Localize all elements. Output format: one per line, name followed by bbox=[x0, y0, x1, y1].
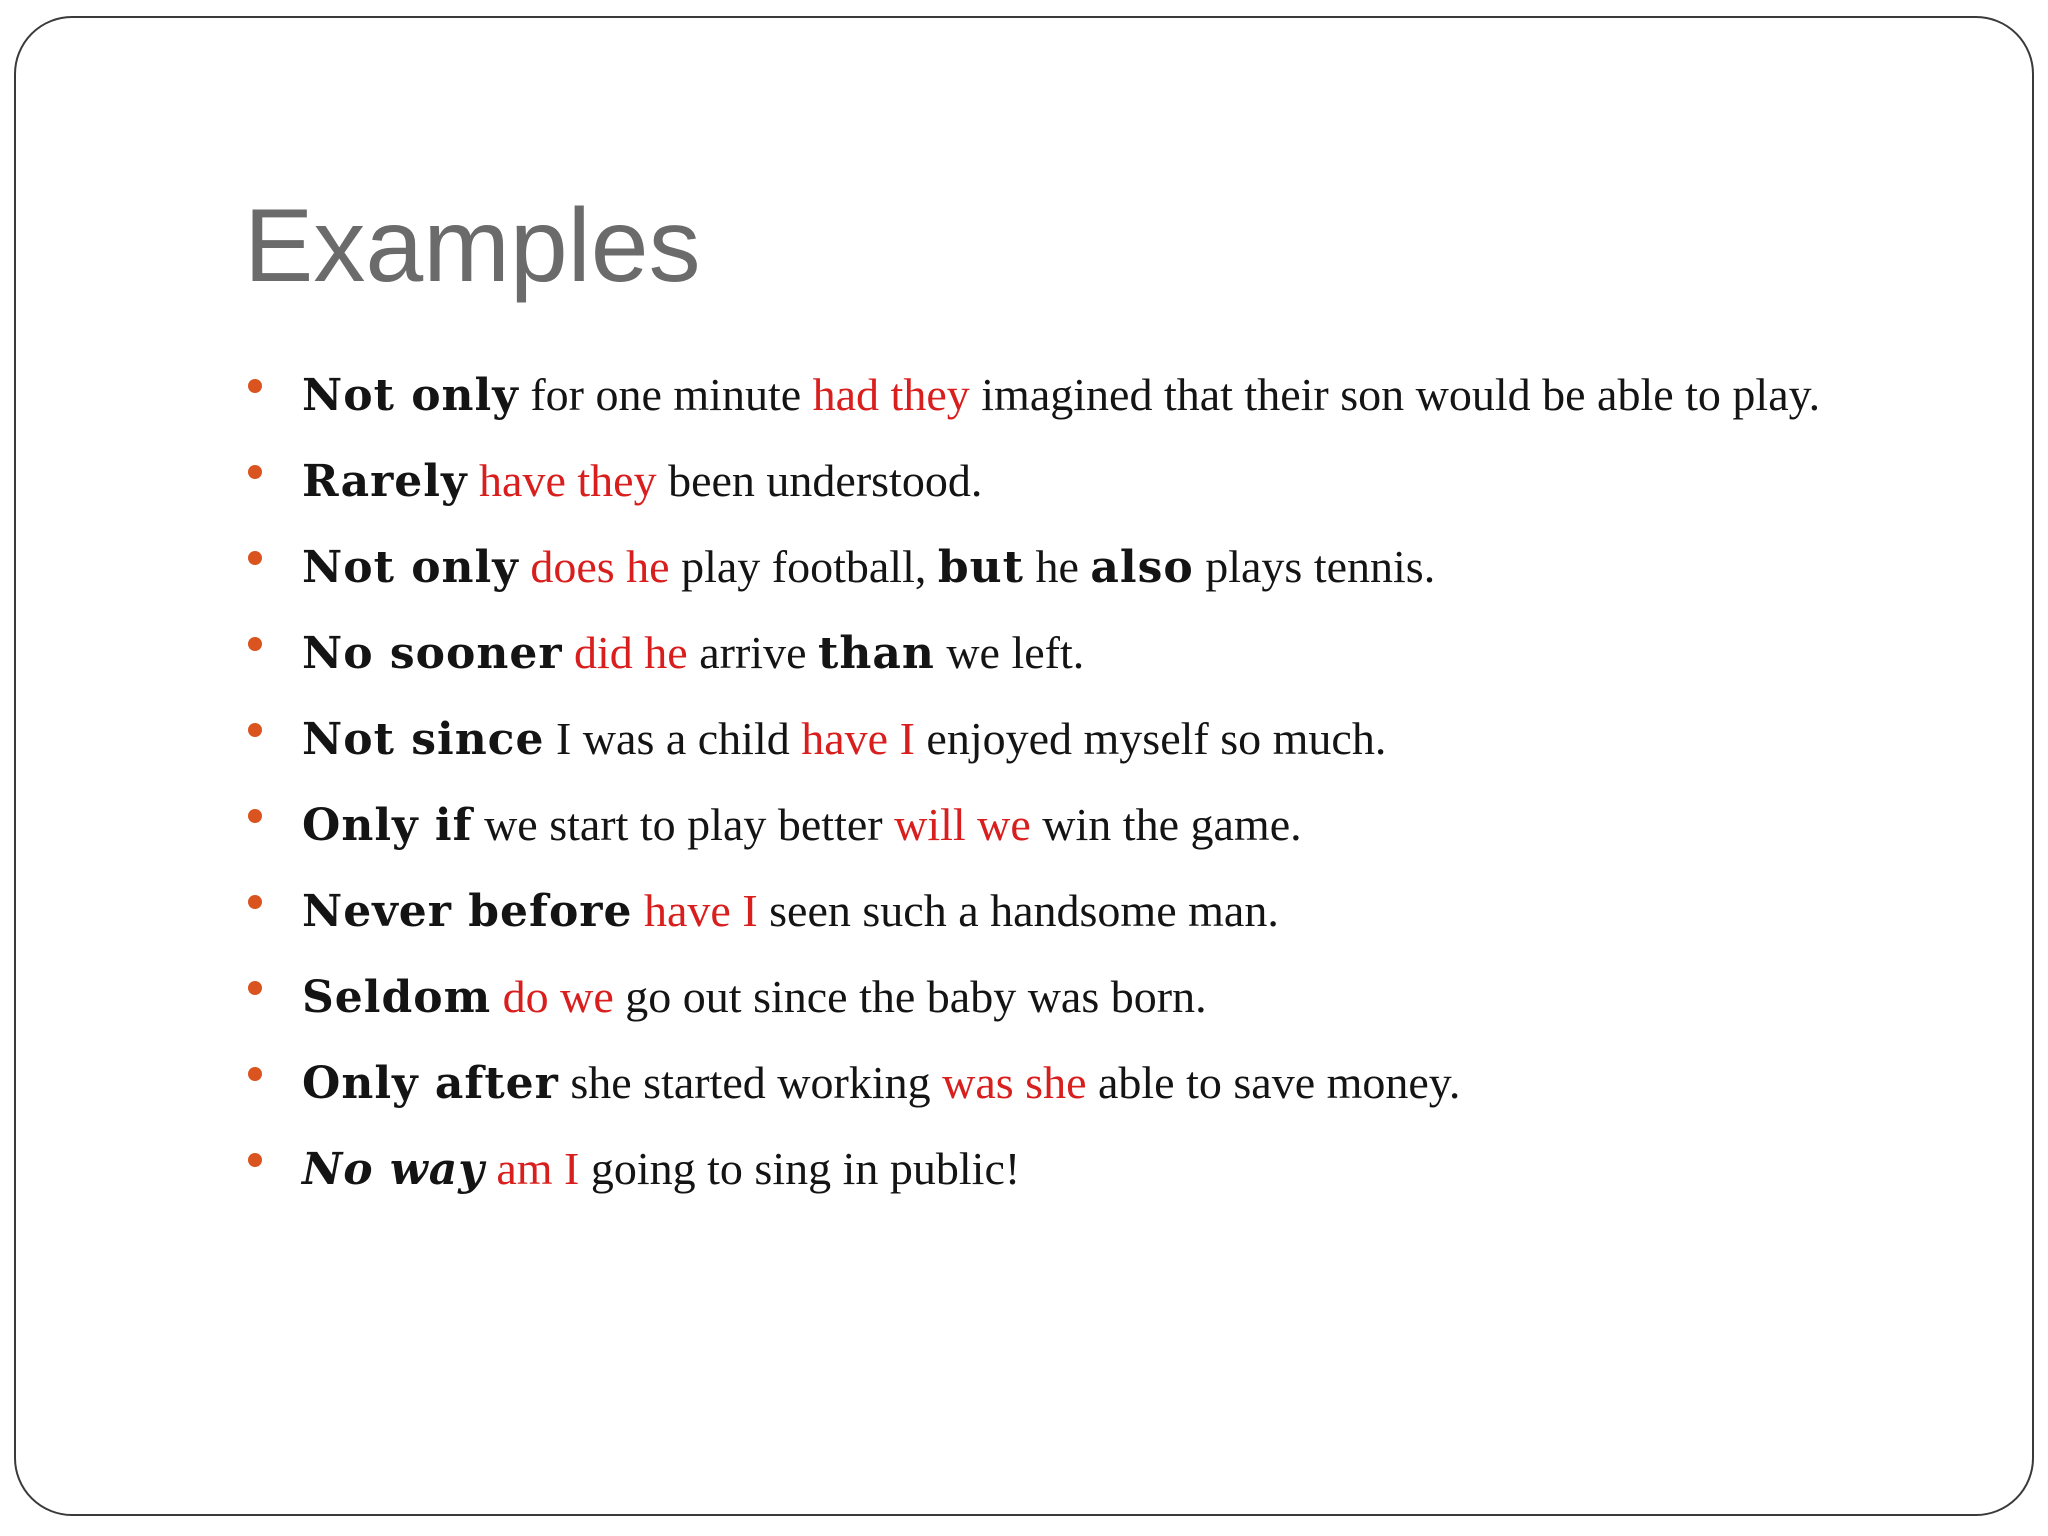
inversion-keyword: No way bbox=[302, 1144, 485, 1195]
example-bullet-item bbox=[238, 532, 1928, 603]
inverted-verb-phrase: have I bbox=[643, 885, 758, 936]
slide-title: Examples bbox=[244, 188, 701, 304]
sentence-text bbox=[491, 971, 503, 1022]
sentence-text: plays tennis. bbox=[1193, 541, 1436, 592]
bullet-dot-icon bbox=[248, 637, 262, 651]
example-bullet-item bbox=[238, 360, 1928, 431]
bullet-dot-icon bbox=[248, 379, 262, 393]
inverted-verb-phrase: did he bbox=[574, 627, 688, 678]
sentence-text: arrive bbox=[687, 627, 818, 678]
sentence-text: we left. bbox=[934, 627, 1085, 678]
inversion-keyword: but bbox=[937, 542, 1024, 593]
sentence-text bbox=[563, 627, 575, 678]
example-bullet-item bbox=[238, 962, 1928, 1033]
inversion-keyword: Only after bbox=[302, 1058, 559, 1109]
sentence-text bbox=[468, 455, 480, 506]
example-bullet-item bbox=[238, 1048, 1928, 1119]
sentence-text: play football, bbox=[669, 541, 938, 592]
inversion-keyword: Not since bbox=[302, 714, 545, 765]
bullet-dot-icon bbox=[248, 1153, 262, 1167]
inversion-keyword: Only if bbox=[302, 800, 473, 851]
inverted-verb-phrase: have they bbox=[479, 455, 657, 506]
example-bullet-item bbox=[238, 790, 1928, 861]
sentence-text: I was a child bbox=[544, 713, 802, 764]
sentence-text: been understood. bbox=[656, 455, 983, 506]
example-bullet-item bbox=[238, 618, 1928, 689]
sentence-text: going to sing in public! bbox=[579, 1143, 1021, 1194]
inversion-keyword: also bbox=[1090, 542, 1194, 593]
sentence-text bbox=[632, 885, 644, 936]
inverted-verb-phrase: does he bbox=[530, 541, 670, 592]
sentence-text: for one minute bbox=[518, 369, 813, 420]
example-bullet-item bbox=[238, 876, 1928, 947]
bullet-dot-icon bbox=[248, 465, 262, 479]
inversion-keyword: Not only bbox=[302, 542, 519, 593]
inverted-verb-phrase: have I bbox=[801, 713, 915, 764]
bullet-dot-icon bbox=[248, 809, 262, 823]
example-bullet-item bbox=[238, 704, 1928, 775]
bullet-dot-icon bbox=[248, 551, 262, 565]
inversion-keyword: Seldom bbox=[302, 972, 492, 1023]
sentence-text bbox=[519, 541, 531, 592]
sentence-text: go out since the baby was born. bbox=[613, 971, 1207, 1022]
slide-frame bbox=[14, 16, 2034, 1516]
inversion-keyword: Never before bbox=[302, 886, 633, 937]
bullet-dot-icon bbox=[248, 1067, 262, 1081]
bullet-dot-icon bbox=[248, 895, 262, 909]
inversion-keyword: Rarely bbox=[302, 456, 468, 507]
examples-bullet-list bbox=[238, 360, 1928, 1220]
sentence-text: she started working bbox=[558, 1057, 943, 1108]
sentence-text: win the game. bbox=[1030, 799, 1302, 850]
inverted-verb-phrase: am I bbox=[496, 1143, 580, 1194]
sentence-text: enjoyed myself so much. bbox=[914, 713, 1387, 764]
inversion-keyword: Not only bbox=[302, 370, 519, 421]
sentence-text: we start to play better bbox=[472, 799, 895, 850]
inversion-keyword: than bbox=[818, 628, 935, 679]
example-bullet-item bbox=[238, 446, 1928, 517]
inverted-verb-phrase: was she bbox=[942, 1057, 1087, 1108]
inversion-keyword: No sooner bbox=[302, 628, 563, 679]
sentence-text: able to save money. bbox=[1086, 1057, 1461, 1108]
bullet-dot-icon bbox=[248, 723, 262, 737]
inverted-verb-phrase: will we bbox=[894, 799, 1031, 850]
example-bullet-item bbox=[238, 1134, 1928, 1205]
sentence-text: he bbox=[1023, 541, 1091, 592]
inverted-verb-phrase: had they bbox=[812, 369, 970, 420]
sentence-text: seen such a handsome man. bbox=[757, 885, 1279, 936]
inverted-verb-phrase: do we bbox=[502, 971, 614, 1022]
sentence-text bbox=[485, 1143, 497, 1194]
sentence-text: imagined that their son would be able to play. bbox=[969, 369, 1821, 420]
bullet-dot-icon bbox=[248, 981, 262, 995]
